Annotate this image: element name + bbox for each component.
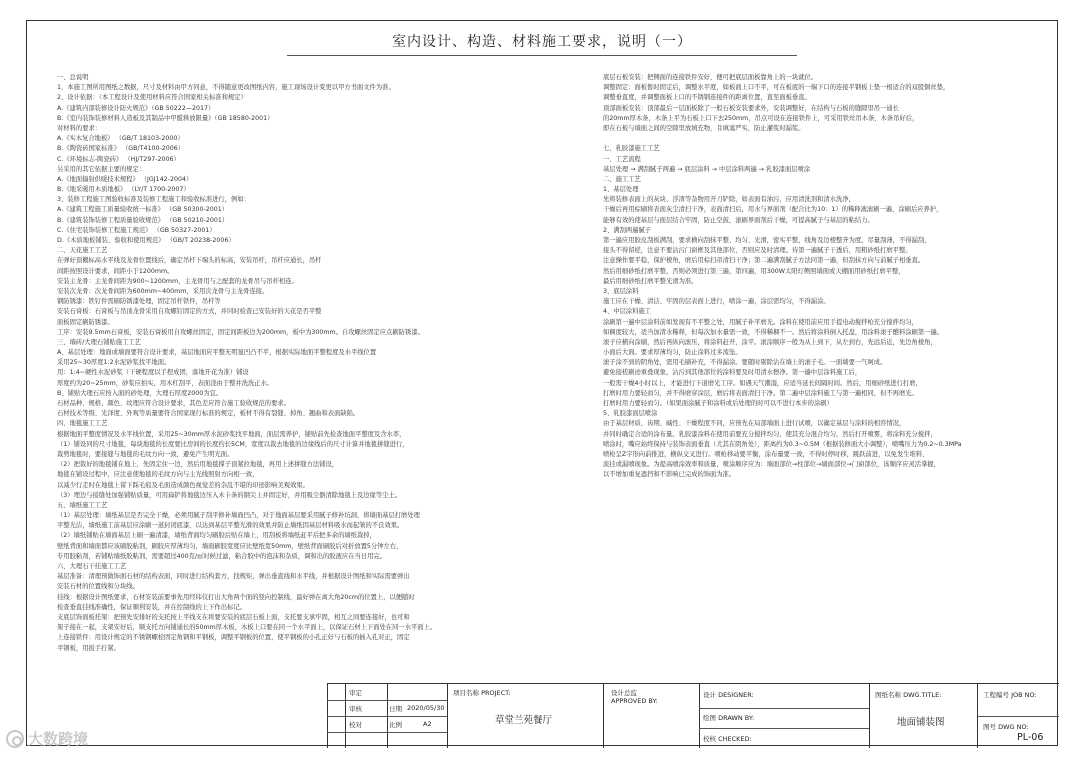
note-line: 专用胶粘剂，若铺贴墙纸胶粘剂，需要超过400克/㎡时候过滤，粘合胶中的泡沫和杂质，调和出的胶液应在当日用完。	[57, 552, 386, 560]
note-line: 由于基层材质、齿期、碱性、干燥程度不同，应预先在局部墙面上进行试喷，以确定基层与涂料的相容情况，	[603, 420, 906, 428]
note-line: 安装石材的位置线和分块线。	[57, 583, 139, 591]
note-line: 先将装修表面上的灰块、浮渣等杂物用开刀铲除，如表面有油污，应用清洗剂和清水洗净，	[603, 196, 855, 204]
note-line: 工序：安装9.5mm石膏板，安装石膏板用自攻螺丝固定，固定间距板边为200mm，板中为300mm。自攻螺丝固定应点刷防锈漆。	[57, 328, 424, 336]
note-line: D.《木质地板铺装、验收和使用规范》 （GB/T 20238-2006）	[57, 237, 235, 244]
title-block	[327, 683, 1059, 748]
note-line: 2、设计依据：（本工程设计及使用材料应符合国家相关标准和规定）	[57, 94, 247, 102]
project-label: 项目名称 PROJECT:	[453, 689, 511, 697]
note-line: 根据地面平整度情况及水平线位置，采用25~30mm厚水泥砂浆找平地面，面层需养护，铺贴前先检查地面平整度及含水率，	[57, 430, 406, 438]
note-line: 四、地毯施工工艺	[57, 420, 108, 428]
project-name: 草堂兰苑餐厅	[495, 715, 553, 726]
note-line: A、基层处理：地面或墙面要符合设计要求，基层地面应平整无明显凹凸不平，根据实际地面平整程度及水平线位置	[57, 349, 377, 357]
note-line: 并同时确定合适的涂布量。乳胶漆涂料在使用前要充分搅拌均匀，使其充分混合均匀，然后打开喷雾，将涂料充分搅拌，	[603, 430, 937, 438]
note-line: 在弹好顶棚标高水平线及龙骨位置线后，确定吊杆下端头的标高，安装吊杆，吊杆应通长，吊杆	[57, 257, 322, 265]
note-line: 用：1:4~硬性水泥砂浆（干硬程度以手捏成团，落地开花为准）铺设	[57, 369, 249, 377]
scale-value: A2	[423, 720, 432, 728]
note-line: 1、基层处理	[603, 186, 639, 194]
note-line: （2）把裁好的地毯铺在地上，先固定住一边，然后用地毯撑子顶紧拉地毯，再用上述拼缝方法铺设，	[57, 461, 339, 469]
note-line: 二、天花施工工艺	[57, 247, 108, 255]
note-line: 的20mm厚木条，木条上平为石板上口下去250mm，吊点可设在连接铁件上，可采用铁丝吊木条，木条吊好后，	[603, 114, 919, 122]
note-line: B、铺贴大理石应按入面的砂处理，大理石厚度2000为宜。	[57, 389, 223, 397]
note-line: 打磨时用力要轻而匀。（如果面涂腻子和涂料或后处理的时可以不进行本步的涂刷）	[603, 400, 833, 407]
note-line: 采用25~30厚度1:2水泥砂浆找平地面。	[57, 359, 171, 367]
note-line: 裁剪地毯时，要接缝与地毯的毛纹方向一致，避免产生明光面。	[57, 450, 234, 458]
note-line: 地毯在铺设过程中，应注意使地毯的毛纹方向与主光线照射方向相一致，	[57, 471, 259, 479]
note-line: 接头不得留槎，注意不要沾污门窗框及其他部位，否则应及时清理。待第一遍腻子干透后，用粗砂纸打磨平整。	[603, 247, 912, 255]
note-line: 六、大理石干挂施工工艺	[57, 563, 127, 570]
note-line: 小面后大面。要求厚薄均匀，防止涂料过多流坠。	[603, 349, 742, 357]
note-line: 基层处理 → 满刮腻子两遍 → 底层涂料 → 中层涂料两遍 → 乳胶漆面层喷涂	[603, 165, 811, 173]
note-line: 喷涂时，嘴应始终保持与装饰表面垂直（尤其在阴角处），距离约为0.3~0.5M（根据装修面大小调整），喷嘴压力为0.2~0.3MPa	[603, 440, 962, 448]
note-line: （1）铺设同的尺寸地毯，每块地毯的长度要比房间的长度约长5CM，宽度以裁去地毯的边缘线后的尺寸计算并地毯拼缝进行，	[57, 440, 409, 448]
note-line: A.《地面辐射供暖技术规程》 （JGJ142-2004）	[57, 175, 193, 183]
note-line: 干燥后再用棕刷将表面灰尘清扫干净，表面清扫后，用水与界面剂（配合比为10：1）的稀释液滚刷一遍，涂刷后应养护，	[603, 206, 943, 214]
left-notes-column	[57, 73, 597, 701]
note-line: 架子接在一起，支架安好后，顺支托方向铺通长的50mm厚木板，木板上口要在同一个水平面上，以保证石材上下面处在同一水平面上。	[57, 624, 437, 632]
sheet-title: 室内设计、构造、材料施工要求，说明（一）	[392, 34, 692, 50]
checked-label: 校核 CHECKED:	[703, 735, 752, 743]
note-line: 面板固定刷防锈漆。	[57, 318, 114, 326]
note-line: 1、本施工图所用图纸之数据，尺寸及材料由甲方同意，不得随意更改图纸内容，施工现场设计变更以甲方书面文件为准。	[57, 84, 395, 92]
note-line: 涂刷第一遍中层涂料前如发现有不平整之处，用腻子补平磨光。涂料在使用前应用手提电动搅拌枪充分搅拌均匀，	[603, 318, 918, 326]
date-value: 2020/05/30	[407, 704, 445, 712]
note-line: 一、工艺流程	[603, 155, 641, 163]
note-line: 打磨时用力要轻而匀，并不得磨穿涂层，磨后将表面清扫干净。第二遍中层涂料施工与第一遍相同，但不再磨光。	[603, 389, 918, 397]
note-line: 上连接铁件：用设计规定的不锈钢螺栓固定角钢和平钢板，调整平钢板的位置，使平钢板的小孔正好与石板的插入孔对正，固定	[57, 634, 410, 642]
note-line: 4、中层涂料施工	[603, 308, 652, 316]
note-line: A.《实木复合地板》 （GB/T 18103-2000）	[57, 135, 184, 143]
designer-label: 设计 DESIGNER:	[703, 691, 754, 699]
note-line: 滚子涂不到的阴角处，需用毛刷补充，不得漏涂。要随时剔除沾在墙上的滚子毛。一面墙要一气呵成。	[603, 359, 887, 367]
title-underline	[287, 55, 797, 56]
note-line: （3）埋边与接缝处加强铺贴质量，可用扁铲将地毯边压入木卡条的钢尖上并固定好，并用吸尘器清除地毯上及边缘等尘土。	[57, 491, 402, 499]
note-line: 以减少行走时在地毯上留下踩毛痕及毛面造成颜色视觉差的杂乱不堪的印迹影响美观效果。	[57, 481, 309, 489]
dwg-title-label: 图纸名称 DWG.TITLE:	[875, 691, 942, 699]
note-line: C.《住宅装饰装修工程施工规范》 （GB 50327-2001）	[57, 226, 216, 234]
audit-label: 审核	[349, 705, 362, 713]
note-line: 第一遍应用胶皮刮板满刮，要求横向刮抹平整、均匀、光滑，密实平整，线角及边棱整齐为度。尽量刮薄，不得漏刮，	[603, 237, 931, 244]
note-line: C.《环境标志-陶瓷砖》 （HJ/T297-2006）	[57, 155, 180, 163]
drawn-label: 绘图 DRAWN BY:	[703, 714, 755, 722]
note-line: B.《室内装饰装修材料人造板及其制品中甲醛释放限量》（GB 18580-2001）	[57, 114, 274, 122]
right-notes-column	[603, 73, 1043, 593]
note-line: 三、墙砖/大理石铺贴施工工艺	[57, 338, 141, 346]
note-line: 流挂或漏喷现象。为提高喷涂效率和质量，喷涂顺序应为：墙面部位→柱部位→墙面部位→门窗部位，该顺序应灵活掌握，	[603, 461, 940, 469]
note-line: 3、底层涂料	[603, 287, 639, 295]
note-line: 能够有效的使基层与面层结合牢固，防止空鼓，滚刷界面剂后干燥，可提高腻子与基层的粘结力。	[603, 216, 874, 224]
note-line: 壁纸背面和墙面都应该刷胶粘剂，刷胶应厚薄均匀，墙面刷胶宽度应比壁纸宽50mm，壁纸背面刷胶后对折放置5分钟左右，	[57, 542, 403, 550]
note-line: 安装主龙骨：主龙骨间距为900~1200mm，主龙骨用与之配套的龙骨吊与吊杆相连。	[57, 277, 298, 285]
note-line: 2、满刮两遍腻子	[603, 226, 652, 234]
note-line: 厚度约为20~25mm，砂浆应拍实，用木杠刮平，表面浇由于整并洗洗正水。	[57, 379, 274, 387]
note-line: 检查垂直挂线准确性，保证顺利安装，并在控制线的上下作出标记。	[57, 603, 246, 611]
approved-label-en: APPROVED BY:	[611, 697, 658, 705]
note-line: 即在石板与墙面之间的空隙里放填充物，且填塞严实，防止灌浆时漏浆。	[603, 124, 805, 132]
note-line: （1）基层处理：墙纸基层是否完全干燥，必须用腻子刮平修补墙面凹凸，对于地面基层要采用腻子修补坑洞，将墙面基层打磨处理	[57, 512, 420, 520]
proof-label: 校对	[349, 721, 362, 729]
note-line: 3、装修工程施工图验收标准及装修工程施工和验收标准进行，例如：	[57, 196, 250, 204]
job-no-label: 工程编号 JOB NO:	[983, 691, 1037, 699]
note-line: 平整光洁，墙纸施工前基层应涂刷一道封闭底漆，以达到基层平整光滑的效果并防止墙纸因基层材料吸水而起皱的不良效果。	[57, 522, 404, 530]
note-line: 如稠度较大，适当加清水稀释，但每次加水量需一致，不得稀稠不一。然后将涂料倒入托盘，用涂料滚子醮料涂刷第一遍。	[603, 328, 944, 336]
note-line: 一、总说明	[57, 74, 89, 81]
watermark-text: 大数跨境	[28, 730, 89, 748]
note-line: 注意操作要平稳，保护棱角，磨后用棕扫帚清扫干净；第二遍满刮腻子方法同第一遍，但刮抹方向与前腻子相垂直。	[603, 257, 925, 265]
note-line: A.《建筑内部装修设计防火规范》（GB 50222—2017）	[57, 104, 215, 112]
note-line: 平钢板，用扳手拧紧。	[57, 644, 120, 652]
note-line: 石材技术等级、光泽度、外观等质量要符合国家现行标准的规定，板材不得有裂缝、掉角、翘曲和表面缺陷。	[57, 410, 360, 418]
note-line: 二、施工工艺	[603, 175, 641, 183]
note-line: 避免接槎刷迹重叠现象，沾污到其他部位的涂料要及时用清水擦净。第一遍中层涂料施工后，	[603, 369, 862, 377]
note-line: B.《陶瓷砖国家标准》 （GB/T4100-2006）	[57, 145, 185, 153]
note-line: 以不增加重复遮挡和不影响已完成的饰面为准。	[603, 471, 736, 479]
note-line: 支底层饰面板托架：把预先安排好的支托按上平线支在将要安装的底层石板上面，支托要支承牢固，相互之间要连接好，也可和	[57, 613, 410, 621]
note-line: 调整垂直度，并调整面板上口的不锈钢连接件的距离位置，直至面板垂直。	[603, 94, 811, 102]
note-line: 一般需干燥4小时以上，才能进行下道磨光工序。如遇天气潮湿，应适当延长间隔时间。然后，用细砂纸进行打磨，	[603, 379, 922, 387]
note-line: 调整固定：面板暂时固定后，调整水平度，如板面上口不平，可在板底的一端下口的连接平钢板上垫一根适合的双股铜丝垫，	[603, 84, 950, 92]
dwg-no-label: 图号 DWG NO:	[983, 723, 1029, 731]
review-label: 审定	[349, 689, 362, 697]
note-line	[603, 134, 1043, 144]
drawing-sheet	[26, 20, 1058, 746]
note-line: 七、乳胶漆施工工艺	[603, 145, 660, 153]
note-line: 顶部面板安装：顶部最后一层面板除了一般石板安装要求外，安装调整好，在结构与石板的缝隙里吊一通长	[603, 104, 899, 112]
note-line: 5、乳胶漆面层喷涂	[603, 410, 658, 418]
approved-label: 设计总监	[611, 689, 637, 697]
note-line: 基层准备：清理预做饰面石材的结构表面，同时进行结构套方，找规矩，弹出垂直线和水平线，并根据设计图纸和实际需要弹出	[57, 573, 410, 581]
note-line: 施工应在干燥、清洁、牢固的层表面上进行，喷涂一遍，涂层需均匀，不得漏涂。	[603, 298, 830, 306]
note-line: 安装次龙骨：次龙骨间距为600mm~400mm，采用次龙骨与主龙骨连接。	[57, 287, 269, 295]
note-line: 然后用细砂纸打磨平整，否则必须进行第三遍，第四遍，用300W太阳灯侧照墙面或天棚面用砂纸打磨平整，	[603, 267, 905, 275]
note-line: 挂线：根据设计图纸要求，石材安装前要事先用经纬仪打出大角两个面的竖向控制线，最好弹在离大角20cm的位置上，以便随时	[57, 593, 415, 601]
note-line: 滚子应横向涂刷，然后再纵向滚压，将涂料赶开，涂平。滚涂顺序一般为从上到下，从左到右，先远后近，先边角棱角，	[603, 338, 937, 346]
dwg-no-value: PL-06	[1017, 732, 1044, 743]
note-line: 间距按照设计要求，间距小于1200mm。	[57, 267, 174, 275]
note-line: 对材料的要求：	[57, 124, 102, 132]
note-line: A.《建筑工程施工质量验收统一标准》 （GB 50300-2001）	[57, 206, 229, 214]
dwg-title-value: 地面铺装图	[897, 717, 945, 728]
note-line: 五、墙纸施工工艺	[57, 501, 108, 509]
note-line: 喷枪呈Z字形向前推进，横纵交叉进行。喷枪移动要平衡，涂布量要一致，不得时停时移，跳跃前进，以免发生堆料、	[603, 450, 929, 458]
note-line: 另采用的其它依据主要的规定：	[57, 165, 146, 173]
note-line: （2）墙纸铺贴在墙面基层上刷一遍清漆，墙纸背面均匀刷胶后贴在墙上，用刮板将墙纸赶平后把多余的墙纸裁掉，	[57, 532, 376, 540]
date-label-visible: 日期	[389, 705, 402, 713]
note-line: 安装石膏板：石膏板与吊顶龙骨采用自攻螺钉固定的方式，并同时检查已安装好的天花是否平整	[57, 308, 322, 316]
note-line: B.《建筑装饰装修工程质量验收规范》 （GB 50210-2001）	[57, 216, 229, 224]
watermark	[6, 728, 88, 749]
note-line: 底层石板安装：把侧面的连接铁件安好，便可把底层面板靠角上的一块就位。	[603, 74, 818, 81]
note-line: B.《地采暖用木质地板》 （LY/T 1700-2007）	[57, 186, 190, 194]
scale-label: 比例	[389, 721, 402, 729]
note-line: 钢防锈漆：铁钉件需刷防锈漆处理，固定吊杆铁件，吊杆等	[57, 298, 221, 306]
note-line: 最后用细砂纸打磨平整光滑为准。	[603, 277, 698, 285]
watermark-logo-icon	[6, 730, 24, 748]
note-line: 石材品种、规格、颜色、纹理应符合设计要求，其色差应符合施工验收规范的要求。	[57, 400, 290, 407]
